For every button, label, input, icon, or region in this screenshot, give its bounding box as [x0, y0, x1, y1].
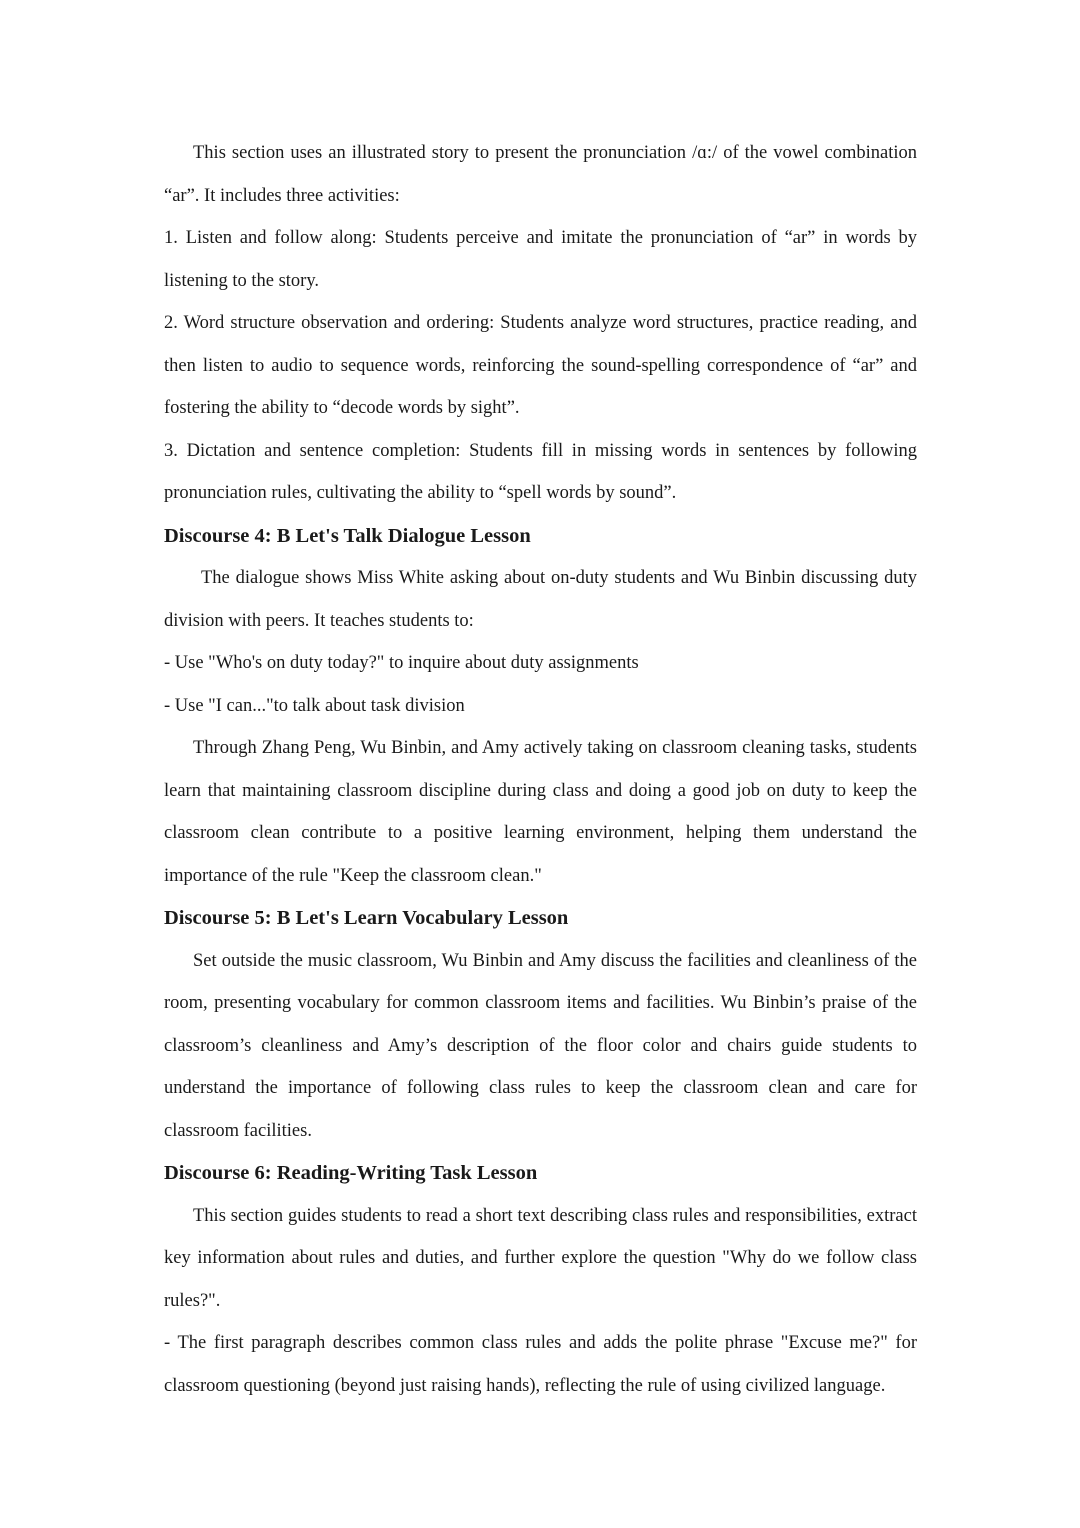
document-page — [164, 132, 917, 1407]
discourse-6-paragraph-1: This section guides students to read a short text describing class rules and responsibilities, extract key information about rules and duties, and further explore the question "Why do we follow class rules?". — [164, 1205, 917, 1311]
discourse-4-bullet-2: - Use "I can..."to talk about task division — [164, 695, 465, 716]
activity-item-3: 3. Dictation and sentence completion: Students fill in missing words in sentences by following pronunciation rules, cultivating the ability to “spell words by sound”. — [164, 440, 917, 503]
discourse-5-heading: Discourse 5: B Let's Learn Vocabulary Lesson — [164, 907, 569, 929]
discourse-4-bullet-1: - Use "Who's on duty today?" to inquire about duty assignments — [164, 653, 639, 673]
discourse-6-bullet-1: - The first paragraph describes common class rules and adds the polite phrase "Excuse me?" for classroom questioning (beyond just raising hands), reflecting the rule of using civilized language. — [164, 1333, 917, 1396]
activity-item-1: 1. Listen and follow along: Students perceive and imitate the pronunciation of “ar” in words by listening to the story. — [164, 228, 917, 291]
discourse-4-heading: Discourse 4: B Let's Talk Dialogue Lesson — [164, 524, 531, 547]
intro-paragraph: This section uses an illustrated story to present the pronunciation /ɑ:/ of the vowel combination “ar”. It includes three activities: — [164, 143, 917, 206]
discourse-5-paragraph-1: Set outside the music classroom, Wu Binbin and Amy discuss the facilities and cleanliness of the room, presenting vocabulary for common classroom items and facilities. Wu Binbin’s praise of the classroom’s cleanliness and Amy’s description of the floor color and chairs guide students to understand the importance of following class rules to keep the classroom clean and care for classroom facilities. — [164, 950, 917, 1141]
discourse-4-paragraph-2: Through Zhang Peng, Wu Binbin, and Amy actively taking on classroom cleaning tasks, students learn that maintaining classroom discipline during class and doing a good job on duty to keep the classroom clean contribute to a positive learning environment, helping them understand the importance of the rule "Keep the classroom clean." — [164, 738, 917, 886]
discourse-6-heading: Discourse 6: Reading-Writing Task Lesson — [164, 1162, 538, 1184]
activity-item-2: 2. Word structure observation and ordering: Students analyze word structures, practice reading, and then listen to audio to sequence words, reinforcing the sound-spelling correspondence of “ar” and fostering the ability to “decode words by sight”. — [164, 313, 917, 418]
discourse-4-paragraph-1: The dialogue shows Miss White asking about on-duty students and Wu Binbin discussing duty division with peers. It teaches students to: — [164, 568, 917, 631]
